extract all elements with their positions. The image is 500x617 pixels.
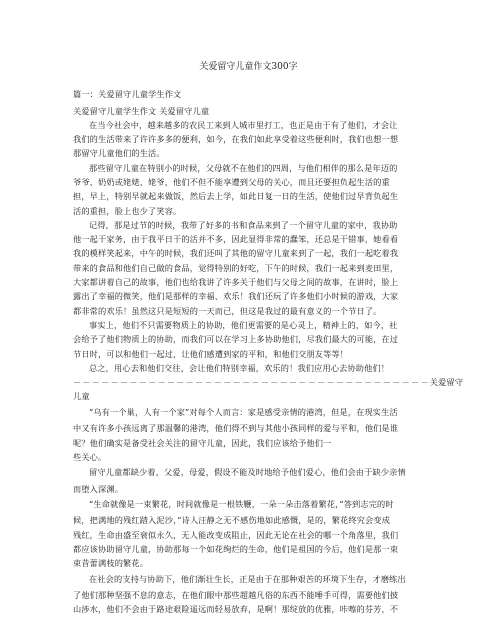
paragraph-line: 在社会的支持与协助下，他们渐壮生长，正是由于在那种艰苦的环境下生存，才磨练出 bbox=[89, 573, 406, 584]
paragraph-line: 留守儿童都缺少着，父爱，母爱，假设不能及时地给予他们爱心，他们会由于缺少亲情 bbox=[89, 467, 406, 478]
paragraph-line: 事实上，他们不只需要物质上的协助，他们更需要的是心灵上，精神上的，如今，社 bbox=[89, 319, 398, 330]
separator-row bbox=[73, 375, 464, 389]
paragraph-line: 而堕入深渊。 bbox=[73, 483, 124, 494]
paragraph-line: 呢？他们确实是备受社会关注的留守儿童，因此，我们应该给予他们一 bbox=[73, 437, 332, 448]
paragraph-line: 在当今社会中，越来越多的农民工来到人城市里打工，也正是由于有了他们，才会让 bbox=[89, 119, 398, 130]
dash-separator: －－－－－－－－－－－－－－－－－－－－－－－－－－－－－－－－－－－－－－ bbox=[73, 377, 430, 388]
paragraph-line: 都非常的欢乐！虽然这只是短短的一天而已，但这是我过的最有意义的一个节日了。 bbox=[73, 305, 382, 316]
paragraph-line: 带来的食品和他们自己做的食品，觉得特别的好吃，下午的时候，我们一起来到麦田里， bbox=[73, 262, 399, 273]
paragraph-line: “生命就像是一束繁花，时间就像是一根铁鞭，一朵一朵击落着繁花，”答到志完的时 bbox=[89, 498, 394, 509]
section-heading: 篇一：关爱留守儿童学生作文 bbox=[73, 89, 182, 99]
paragraph-line: 山涉水，他们不会由于路途艰险遥远而轻易放弃，是啊！那绽放的优雅，咔嚓的芬芳，不 bbox=[73, 604, 399, 615]
paragraph-line: 了他们那种坚强不息的意志，在他们眼中那些超越凡俗的东西不能唾手可得，需要他们披 bbox=[73, 590, 399, 601]
paragraph-line: 担，早上，特别早就起来做饭，然后去上学，如此日复一日的生活，使他们过早背负起生 bbox=[73, 191, 399, 202]
paragraph-line: 那留守儿童他们的生活。 bbox=[73, 148, 165, 159]
heading-tail: 儿童 bbox=[73, 391, 90, 402]
paragraph-line: 中又有许多小孩远离了那温馨的港湾，他们得不到与其他小孩同样的爱与平和，他们是谁 bbox=[73, 423, 399, 434]
paragraph-line: 露出了幸福的微笑，他们是那样的幸福、欢乐！我们还玩了许多他们小时候的游戏，大家 bbox=[73, 291, 399, 302]
continued-heading: 关爱留守 bbox=[429, 377, 464, 388]
paragraph-line: 爷爷、奶奶或姥姥、姥爷，他们不但不能享遭到父母的关心，而且还要担负起生活的重 bbox=[73, 176, 390, 187]
subheading: 关爱留守儿童学生作文 关爱留守儿童 bbox=[73, 105, 210, 116]
paragraph-line: 记得，那是过节的时候，我带了好多的书和食品来到了一个留守儿童的家中，我协助 bbox=[89, 219, 398, 230]
paragraph-line: 活的重担，脸上也少了笑容。 bbox=[73, 205, 182, 216]
paragraph-line: “乌有一个巢，人有一个家”对每个人而言：家是感受亲情的港湾，但是，在现实生活 bbox=[89, 406, 398, 417]
paragraph-line: 都应该协助留守儿童，协助那每一个如花绚烂的生命，他们是祖国的今后，他们是那一束 bbox=[73, 544, 399, 555]
paragraph-line: 那些留守儿童在特别小的时候，父母就不在他们的四周，与他们相伴的那么是年迈的 bbox=[89, 162, 398, 173]
paragraph-line: 候，把满地的残红踏入泥沙，”诗人汪静之无不感伤地如此感慨，是的，繁花终究会变成 bbox=[73, 515, 391, 526]
paragraph-line: 些关心。 bbox=[73, 451, 107, 462]
paragraph-line: 他一起干家务，由于我平日干的活并不多，因此显得非常的蠢笨，还总是干错事，她看看 bbox=[73, 234, 399, 245]
paragraph-line: 残红，生命由盛至衰似永久，无人能改变成阻止，因此无论在社会的哪一个角落里，我们 bbox=[73, 529, 399, 540]
paragraph-line: 节日时，可以和他们一起过，让他们感遭到家的平和，和他们交朋友等等！ bbox=[73, 348, 349, 359]
paragraph-line: 我的模样笑起来，中午的时候，我们还叫了其他的留守儿童来到了一起，我们一起吃着我 bbox=[73, 248, 399, 259]
paragraph-line: 我们的生活带来了许许多多的便利，如今，在我们如此享受着这些便利时，我们也想一想 bbox=[73, 134, 399, 145]
paragraph-line: 束昔蕾满枝的繁花。 bbox=[73, 558, 149, 569]
document-title: 关爱留守儿童作文300字 bbox=[199, 62, 298, 72]
paragraph-line: 大家都讲着自己的故事，他们也给我讲了许多关于他们与父母之间的故事，在讲时，脸上 bbox=[73, 277, 399, 288]
paragraph-line: 总之，用心去和他们交往，会让他们特别幸福，欢乐的！我们应用心去协助他们！ bbox=[89, 362, 390, 373]
paragraph-line: 会给予了他们物质上的协助，而我们可以在学习上多协助他们，尽我们最大的可能，在过 bbox=[73, 334, 399, 345]
